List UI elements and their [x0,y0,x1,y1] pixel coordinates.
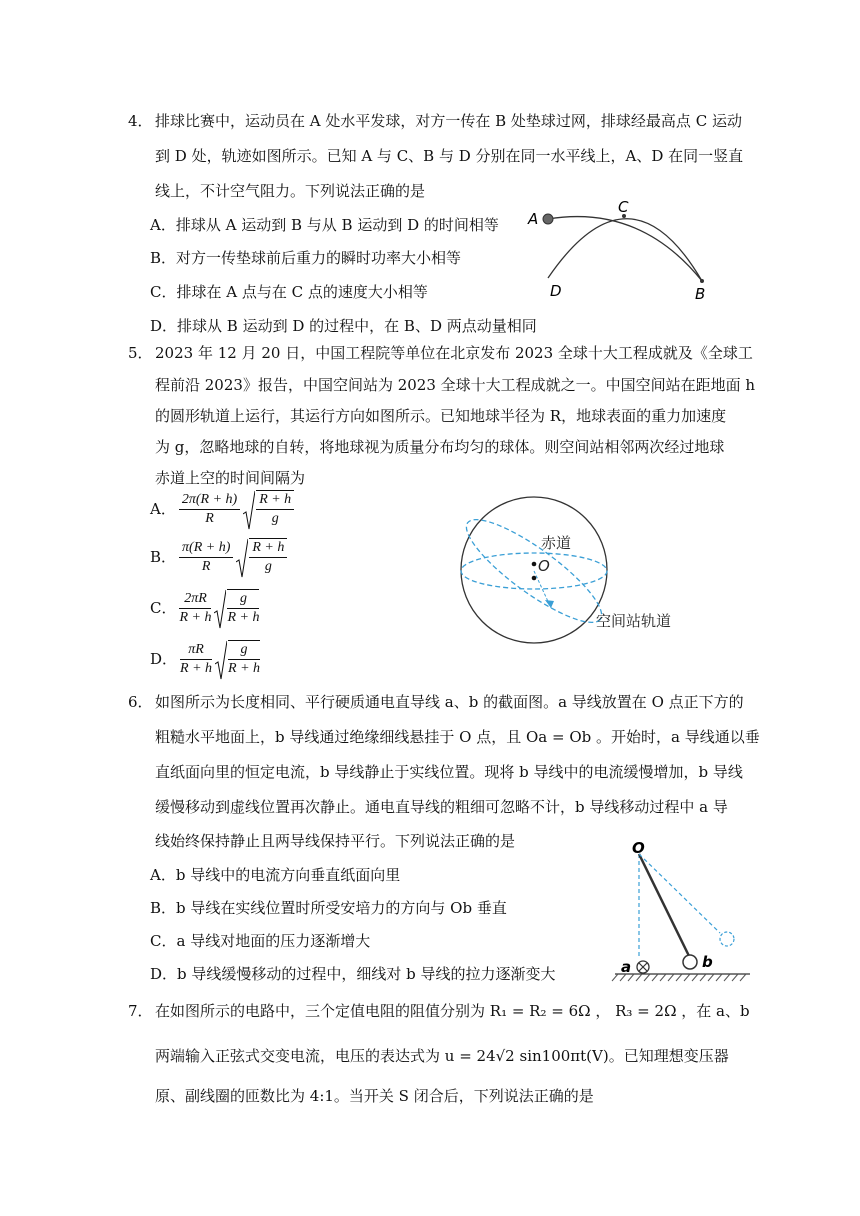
radical-icon [243,490,255,530]
q5-stem-line5: 赤道上空的时间间隔为 [155,469,306,487]
q5-option-d-radicand-numerator: g [228,641,260,660]
q5-option-c-fraction [179,590,211,627]
q6-option-c: C．a 导线对地面的压力逐渐增大 [150,932,371,950]
wire-b-dashed [720,932,734,946]
q5-option-c-radical [214,589,259,627]
q4-option-b: B．对方一传垫球前后重力的瞬时功率大小相等 [150,249,462,267]
q5-option-b-radicand-numerator: R + h [249,539,287,558]
q4-option-c: C．排球在 A 点与在 C 点的速度大小相等 [150,283,428,301]
q5-option-a-fraction [179,491,240,528]
trajectory-b-to-d [548,219,702,281]
q4-trajectory-figure [520,198,720,308]
q5-option-a-radicand-numerator: R + h [256,491,294,510]
label-b: B [695,285,706,303]
q5-option-b-label: B． [150,548,177,566]
orbit-label: 空间站轨道 [596,612,672,630]
q5-option-d-radical [215,640,260,678]
radical-icon [215,640,227,680]
q5-stem-line4: 为 g，忽略地球的自转，将地球视为质量分布均匀的球体。则空间站相邻两次经过地球 [155,438,725,456]
label-d: D [550,282,562,300]
label-b: b [702,953,713,971]
q5-option-a-radical [243,490,294,528]
q5-option-c-label: C． [150,599,177,617]
q5-option-d-radicand-denominator: R + h [228,661,261,676]
q4-stem-line2: 到 D 处，轨迹如图所示。已知 A 与 C、B 与 D 分别在同一水平线上，A、D 在同一竖直 [155,147,744,165]
q5-option-a-denominator: R [205,510,214,526]
q5-stem-line3: 的圆形轨道上运行，其运行方向如图所示。已知地球半径为 R，地球表面的重力加速度 [155,407,727,425]
suspension-thread-dashed [639,854,720,933]
label-o: O [632,839,645,857]
q5-number: 5． [128,344,153,362]
q7-stem-line1: 在如图所示的电路中，三个定值电阻的阻值分别为 R₁ = R₂ = 6Ω ， R₃ = 2Ω ，在 a、b [155,1002,750,1020]
center-label: O [538,557,550,575]
q5-option-c-denominator: R + h [179,609,212,625]
q6-stem-line3: 直纸面向里的恒定电流，b 导线静止于实线位置。现将 b 导线中的电流缓慢增加，b 导线 [155,763,743,781]
wire-b-solid [683,955,697,969]
q5-stem-line2: 程前沿 2023》报告，中国空间站为 2023 全球十大工程成就之一。中国空间站在距地面 h [155,376,756,394]
q6-stem-line2: 粗糙水平地面上，b 导线通过绝缘细线悬挂于 O 点，且 Oa = Ob 。开始时，a 导线通以垂 [155,728,760,746]
q5-option-c-numerator: 2πR [179,590,211,609]
orbit-direction-arrow-icon [545,600,554,608]
q6-option-b: B．b 导线在实线位置时所受安培力的方向与 Ob 垂直 [150,899,507,917]
q7-stem-line2: 两端输入正弦式交变电流，电压的表达式为 u = 24√2 sin100πt(V)。已知理想变压器 [155,1047,729,1065]
q6-wire-figure [610,838,760,986]
q6-stem-line5: 线始终保持静止且两导线保持平行。下列说法正确的是 [155,832,516,850]
q7-number: 7． [128,1002,153,1020]
q5-option-d-denominator: R + h [180,660,213,676]
q6-number: 6． [128,693,153,711]
label-c: C [618,198,629,216]
center-dot [532,576,537,581]
q4-stem-line3: 线上，不计空气阻力。下列说法正确的是 [155,182,426,200]
equator-label: 赤道 [541,534,572,552]
q5-option-c [150,589,259,627]
q5-option-b-radical [236,538,287,576]
q5-option-d-label: D． [150,650,178,668]
ball-icon [543,214,553,224]
q5-option-a-numerator: 2π(R + h) [179,491,240,510]
q5-option-d-fraction [180,641,212,678]
q4-option-d: D．排球从 B 运动到 D 的过程中，在 B、D 两点动量相同 [150,317,537,335]
point-b-dot [700,279,704,283]
q5-option-b-numerator: π(R + h) [179,539,233,558]
q5-option-a [150,490,294,528]
q5-option-c-radicand-denominator: R + h [227,610,260,625]
q5-option-b-denominator: R [201,558,211,574]
q5-orbit-figure [455,492,695,652]
q4-option-a: A．排球从 A 运动到 B 与从 B 运动到 D 的时间相等 [150,216,499,234]
q5-option-b [150,538,287,576]
ground-hatch [612,974,746,981]
q5-option-d [150,640,260,678]
label-a: a [621,958,632,976]
point-dot [532,562,537,567]
q6-option-a: A．b 导线中的电流方向垂直纸面向里 [150,866,401,884]
q5-stem-line1: 2023 年 12 月 20 日，中国工程院等单位在北京发布 2023 全球十大工程成就及《全球工 [155,344,753,362]
q6-stem-line4: 缓慢移动到虚线位置再次静止。通电直导线的粗细可忽略不计，b 导线移动过程中 a 导 [155,798,728,816]
suspension-thread-solid [639,854,689,956]
label-a: A [528,210,539,228]
q7-stem-line3: 原、副线圈的匝数比为 4:1。当开关 S 闭合后，下列说法正确的是 [155,1087,594,1105]
radical-icon [236,538,248,578]
q5-option-d-numerator: πR [180,641,212,660]
q5-option-a-radicand-denominator: g [271,511,279,526]
q4-number: 4． [128,112,153,130]
radical-icon [214,589,226,629]
q6-option-d: D．b 导线缓慢移动的过程中，细线对 b 导线的拉力逐渐变大 [150,965,556,983]
q5-option-b-fraction [179,539,233,576]
q6-stem-line1: 如图所示为长度相同、平行硬质通电直导线 a、b 的截面图。a 导线放置在 O 点正下方的 [155,693,744,711]
q5-option-c-radicand-numerator: g [227,590,259,609]
q5-option-a-label: A． [150,500,176,518]
q5-option-b-radicand-denominator: g [264,559,272,574]
q4-stem-line1: 排球比赛中，运动员在 A 处水平发球，对方一传在 B 处垫球过网，排球经最高点 C 运动 [155,112,742,130]
